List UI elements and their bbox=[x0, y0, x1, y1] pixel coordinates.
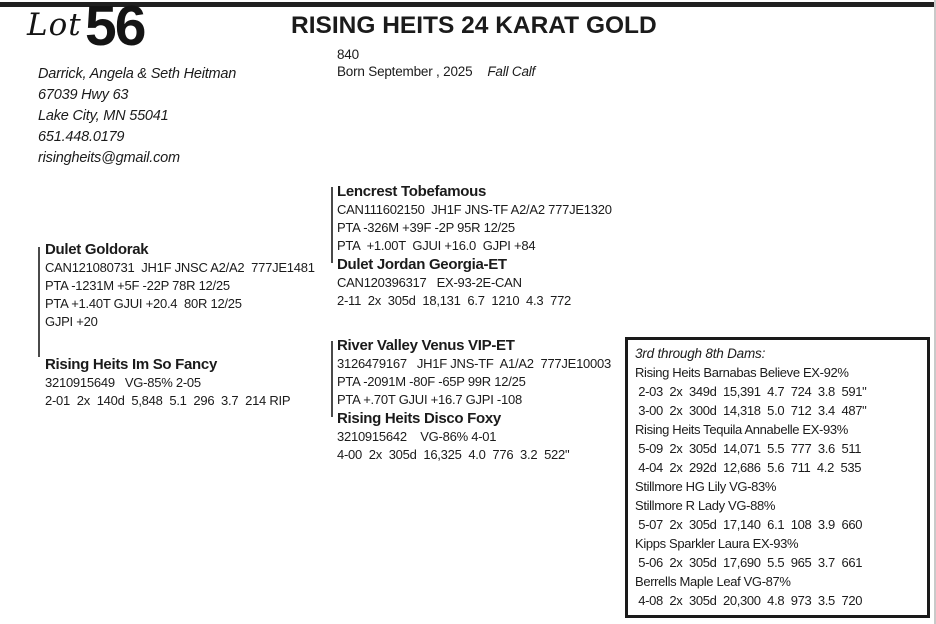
calf-type: Fall Calf bbox=[487, 64, 536, 79]
dam3-name: Rising Heits Barnabas Believe EX-92% bbox=[635, 365, 849, 380]
pedigree-bracket-line bbox=[331, 187, 333, 263]
consignor-address-line1: 67039 Hwy 63 bbox=[38, 87, 129, 103]
maternal-line-box bbox=[625, 337, 930, 618]
dam-sire-name: River Valley Venus VIP-ET bbox=[337, 337, 515, 354]
dam-sire-pta-line1: PTA -2091M -80F -65P 99R 12/25 bbox=[337, 374, 526, 389]
dam6-record: 5-07 2x 305d 17,140 6.1 108 3.9 660 bbox=[635, 517, 863, 532]
dam-dam-record: 4-00 2x 305d 16,325 4.0 776 3.2 522" bbox=[337, 447, 570, 462]
dam4-record-1: 5-09 2x 305d 14,071 5.5 777 3.6 511 bbox=[635, 441, 862, 456]
sire-dam-record: 2-11 2x 305d 18,131 6.7 1210 4.3 772 bbox=[337, 293, 572, 308]
sire-sire-pta-line1: PTA -326M +39F -2P 95R 12/25 bbox=[337, 220, 515, 235]
born-date: Born September , 2025 bbox=[337, 64, 473, 79]
dam3-record-1: 2-03 2x 349d 15,391 4.7 724 3.8 591" bbox=[635, 384, 867, 399]
dam-sire-pta-line2: PTA +.70T GJUI +16.7 GJPI -108 bbox=[337, 392, 522, 407]
sire-gjpi: GJPI +20 bbox=[45, 314, 98, 329]
dam-name: Rising Heits Im So Fancy bbox=[45, 356, 218, 373]
lot-number: 56 bbox=[85, 0, 145, 58]
dam8-record: 4-08 2x 305d 20,300 4.8 973 3.5 720 bbox=[635, 593, 863, 608]
sire-pta-line2: PTA +1.40T GJUI +20.4 80R 12/25 bbox=[45, 296, 242, 311]
dam-record: 2-01 2x 140d 5,848 5.1 296 3.7 214 RIP bbox=[45, 393, 291, 408]
pedigree-bracket-line bbox=[331, 341, 333, 417]
reg-number: 840 bbox=[337, 47, 359, 62]
sire-name: Dulet Goldorak bbox=[45, 241, 149, 258]
dam7-record: 5-06 2x 305d 17,690 5.5 965 3.7 661 bbox=[635, 555, 863, 570]
dam-block bbox=[45, 355, 290, 410]
maternal-line-heading: 3rd through 8th Dams: bbox=[635, 346, 766, 361]
dam3-record-2: 3-00 2x 300d 14,318 5.0 712 3.4 487" bbox=[635, 403, 867, 418]
consignor-name: Darrick, Angela & Seth Heitman bbox=[38, 66, 237, 82]
sire-sire-name: Lencrest Tobefamous bbox=[337, 183, 487, 200]
dam6-name: Stillmore R Lady VG-88% bbox=[635, 498, 776, 513]
consignor-phone: 651.448.0179 bbox=[38, 129, 125, 145]
birth-info-row bbox=[337, 64, 535, 79]
sire-dam-name: Dulet Jordan Georgia-ET bbox=[337, 256, 507, 273]
pedigree-bracket-line bbox=[38, 247, 40, 357]
dam-dam-registration: 3210915642 VG-86% 4-01 bbox=[337, 429, 497, 444]
lot-label: Lot bbox=[27, 7, 82, 43]
consignor-address-line2: Lake City, MN 55041 bbox=[38, 108, 169, 124]
dam-registration: 3210915649 VG-85% 2-05 bbox=[45, 375, 201, 390]
consignor-block bbox=[38, 64, 236, 169]
dam4-name: Rising Heits Tequila Annabelle EX-93% bbox=[635, 422, 849, 437]
dam-sire-registration: 3126479167 JH1F JNS-TF A1/A2 777JE10003 bbox=[337, 356, 611, 371]
dam-dam-name: Rising Heits Disco Foxy bbox=[337, 410, 501, 427]
sire-dam-registration: CAN120396317 EX-93-2E-CAN bbox=[337, 275, 522, 290]
dam5-name: Stillmore HG Lily VG-83% bbox=[635, 479, 777, 494]
sire-registration: CAN121080731 JH1F JNSC A2/A2 777JE1481 bbox=[45, 260, 315, 275]
dam-parents-block bbox=[337, 336, 611, 464]
sire-sire-pta-line2: PTA +1.00T GJUI +16.0 GJPI +84 bbox=[337, 238, 536, 253]
sire-block bbox=[45, 240, 315, 331]
sire-sire-registration: CAN111602150 JH1F JNS-TF A2/A2 777JE1320 bbox=[337, 202, 612, 217]
dam4-record-2: 4-04 2x 292d 12,686 5.6 711 4.2 535 bbox=[635, 460, 862, 475]
sire-parents-block bbox=[337, 182, 612, 310]
animal-title: RISING HEITS 24 KARAT GOLD bbox=[291, 12, 657, 39]
dam8-name: Berrells Maple Leaf VG-87% bbox=[635, 574, 791, 589]
sire-pta-line1: PTA -1231M +5F -22P 78R 12/25 bbox=[45, 278, 230, 293]
consignor-email: risingheits@gmail.com bbox=[38, 150, 180, 166]
dam7-name: Kipps Sparkler Laura EX-93% bbox=[635, 536, 799, 551]
